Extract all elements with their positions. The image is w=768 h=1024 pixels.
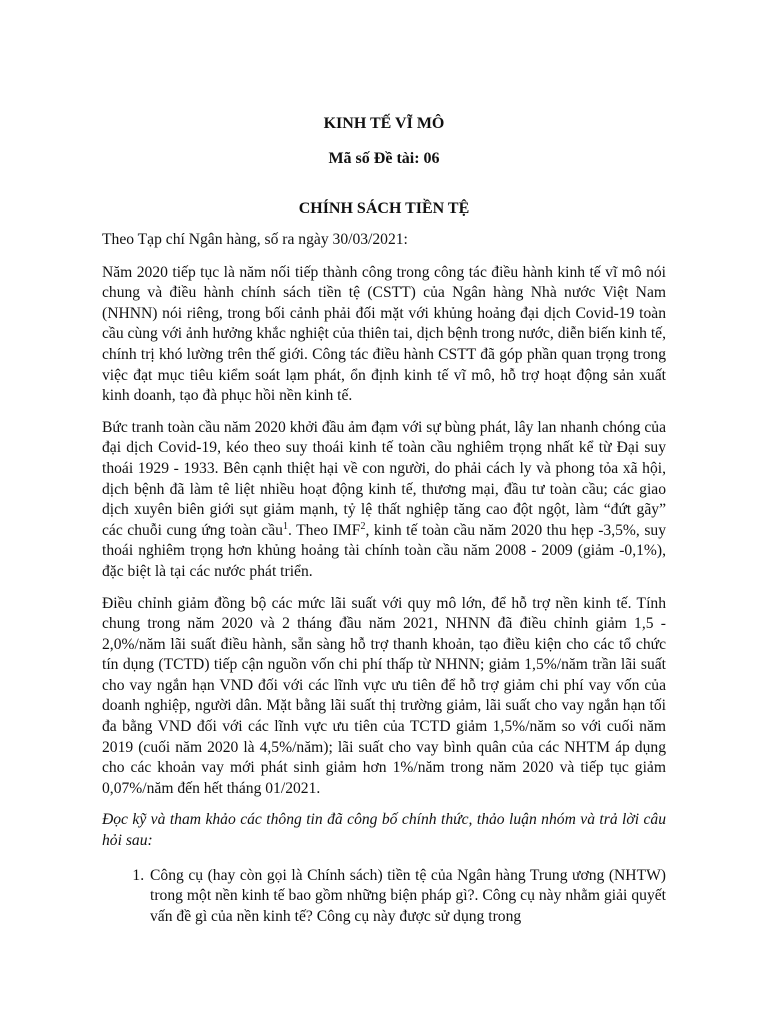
paragraph-1: Năm 2020 tiếp tục là năm nối tiếp thành công trong công tác điều hành kinh tế vĩ mô nói chung và điều hành chính sách tiền tệ (CSTT) của Ngân hàng Nhà nước Việt Nam (NHNN) nói riêng, trong bối cảnh phải đối mặt với khủng hoảng đại dịch Covid-19 toàn cầu cùng với ảnh hưởng khắc nghiệt của thiên tai, dịch bệnh trong nước, diễn biến kinh tế, chính trị khó lường trên thế giới. Công tác điều hành CSTT đã góp phần quan trọng trong việc đạt mục tiêu kiểm soát lạm phát, ổn định kinh tế vĩ mô, hỗ trợ hoạt động sản xuất kinh doanh, tạo đà phục hồi nền kinh tế.: [102, 263, 666, 405]
intro-line: Theo Tạp chí Ngân hàng, số ra ngày 30/03/2021:: [102, 231, 408, 248]
footnote-ref-1: 1: [282, 520, 288, 532]
instruction-text: Đọc kỹ và tham khảo các thông tin đã công bố chính thức, thảo luận nhóm và trả lời câu hỏi sau:: [102, 811, 666, 850]
paragraph-2: [102, 418, 666, 583]
footnote-ref-2: 2: [360, 520, 366, 532]
paragraph-2-text-b: . Theo IMF: [287, 521, 361, 539]
topic-title: CHÍNH SÁCH TIỀN TỆ: [298, 200, 470, 217]
topic-code: Mã số Đề tài: 06: [328, 150, 440, 167]
question-list: [102, 866, 666, 928]
paragraph-2-text-c: , kinh tế toàn cầu năm 2020 thu hẹp -3,5%, suy thoái nghiêm trọng hơn khủng hoảng tài chính toàn cầu năm 2008 - 2009 (giảm -0,1%), đặc biệt là tại các nước phát triển.: [102, 521, 666, 580]
paragraph-3: Điều chỉnh giảm đồng bộ các mức lãi suất với quy mô lớn, để hỗ trợ nền kinh tế. Tính chung trong năm 2020 và 2 tháng đầu năm 2021, NHNN đã điều chỉnh giảm 1,5 - 2,0%/năm lãi suất điều hành, sẵn sàng hỗ trợ thanh khoản, tạo điều kiện cho các tổ chức tín dụng (TCTD) tiếp cận nguồn vốn chi phí thấp từ NHNN; giảm 1,5%/năm trần lãi suất cho vay ngắn hạn VND đối với các lĩnh vực ưu tiên để hỗ trợ giảm chi phí vay vốn của doanh nghiệp, người dân. Mặt bằng lãi suất thị trường giảm, lãi suất cho vay ngắn hạn tối đa bằng VND đối với các lĩnh vực ưu tiên của TCTD giảm 1,5%/năm so với cuối năm 2019 (cuối năm 2020 là 4,5%/năm); lãi suất cho vay bình quân của các NHTM áp dụng cho các khoản vay mới phát sinh giảm hơn 1%/năm trong năm 2020 và tiếp tục giảm 0,07%/năm đến hết tháng 01/2021.: [102, 594, 666, 797]
paragraph-2-text-a: Bức tranh toàn cầu năm 2020 khởi đầu ảm đạm với sự bùng phát, lây lan nhanh chóng của đại dịch Covid-19, kéo theo suy thoái kinh tế toàn cầu nghiêm trọng nhất kể từ Đại suy thoái 1929 - 1933. Bên cạnh thiệt hại về con người, do phải cách ly và phong tỏa xã hội, dịch bệnh đã làm tê liệt nhiều hoạt động kinh tế, thương mại, đầu tư toàn cầu; các giao dịch xuyên biên giới sụt giảm mạnh, tỷ lệ thất nghiệp tăng cao đột ngột, làm “đứt gãy” các chuỗi cung ứng toàn cầu: [102, 418, 666, 539]
subject-heading: KINH TẾ VĨ MÔ: [323, 115, 445, 132]
question-item: 1. Công cụ (hay còn gọi là Chính sách) tiền tệ của Ngân hàng Trung ương (NHTW) trong một nền kinh tế bao gồm những biện pháp gì?. Công cụ này nhằm giải quyết vấn đề gì của nền kinh tế? Công cụ này được sử dụng trong: [148, 866, 666, 928]
